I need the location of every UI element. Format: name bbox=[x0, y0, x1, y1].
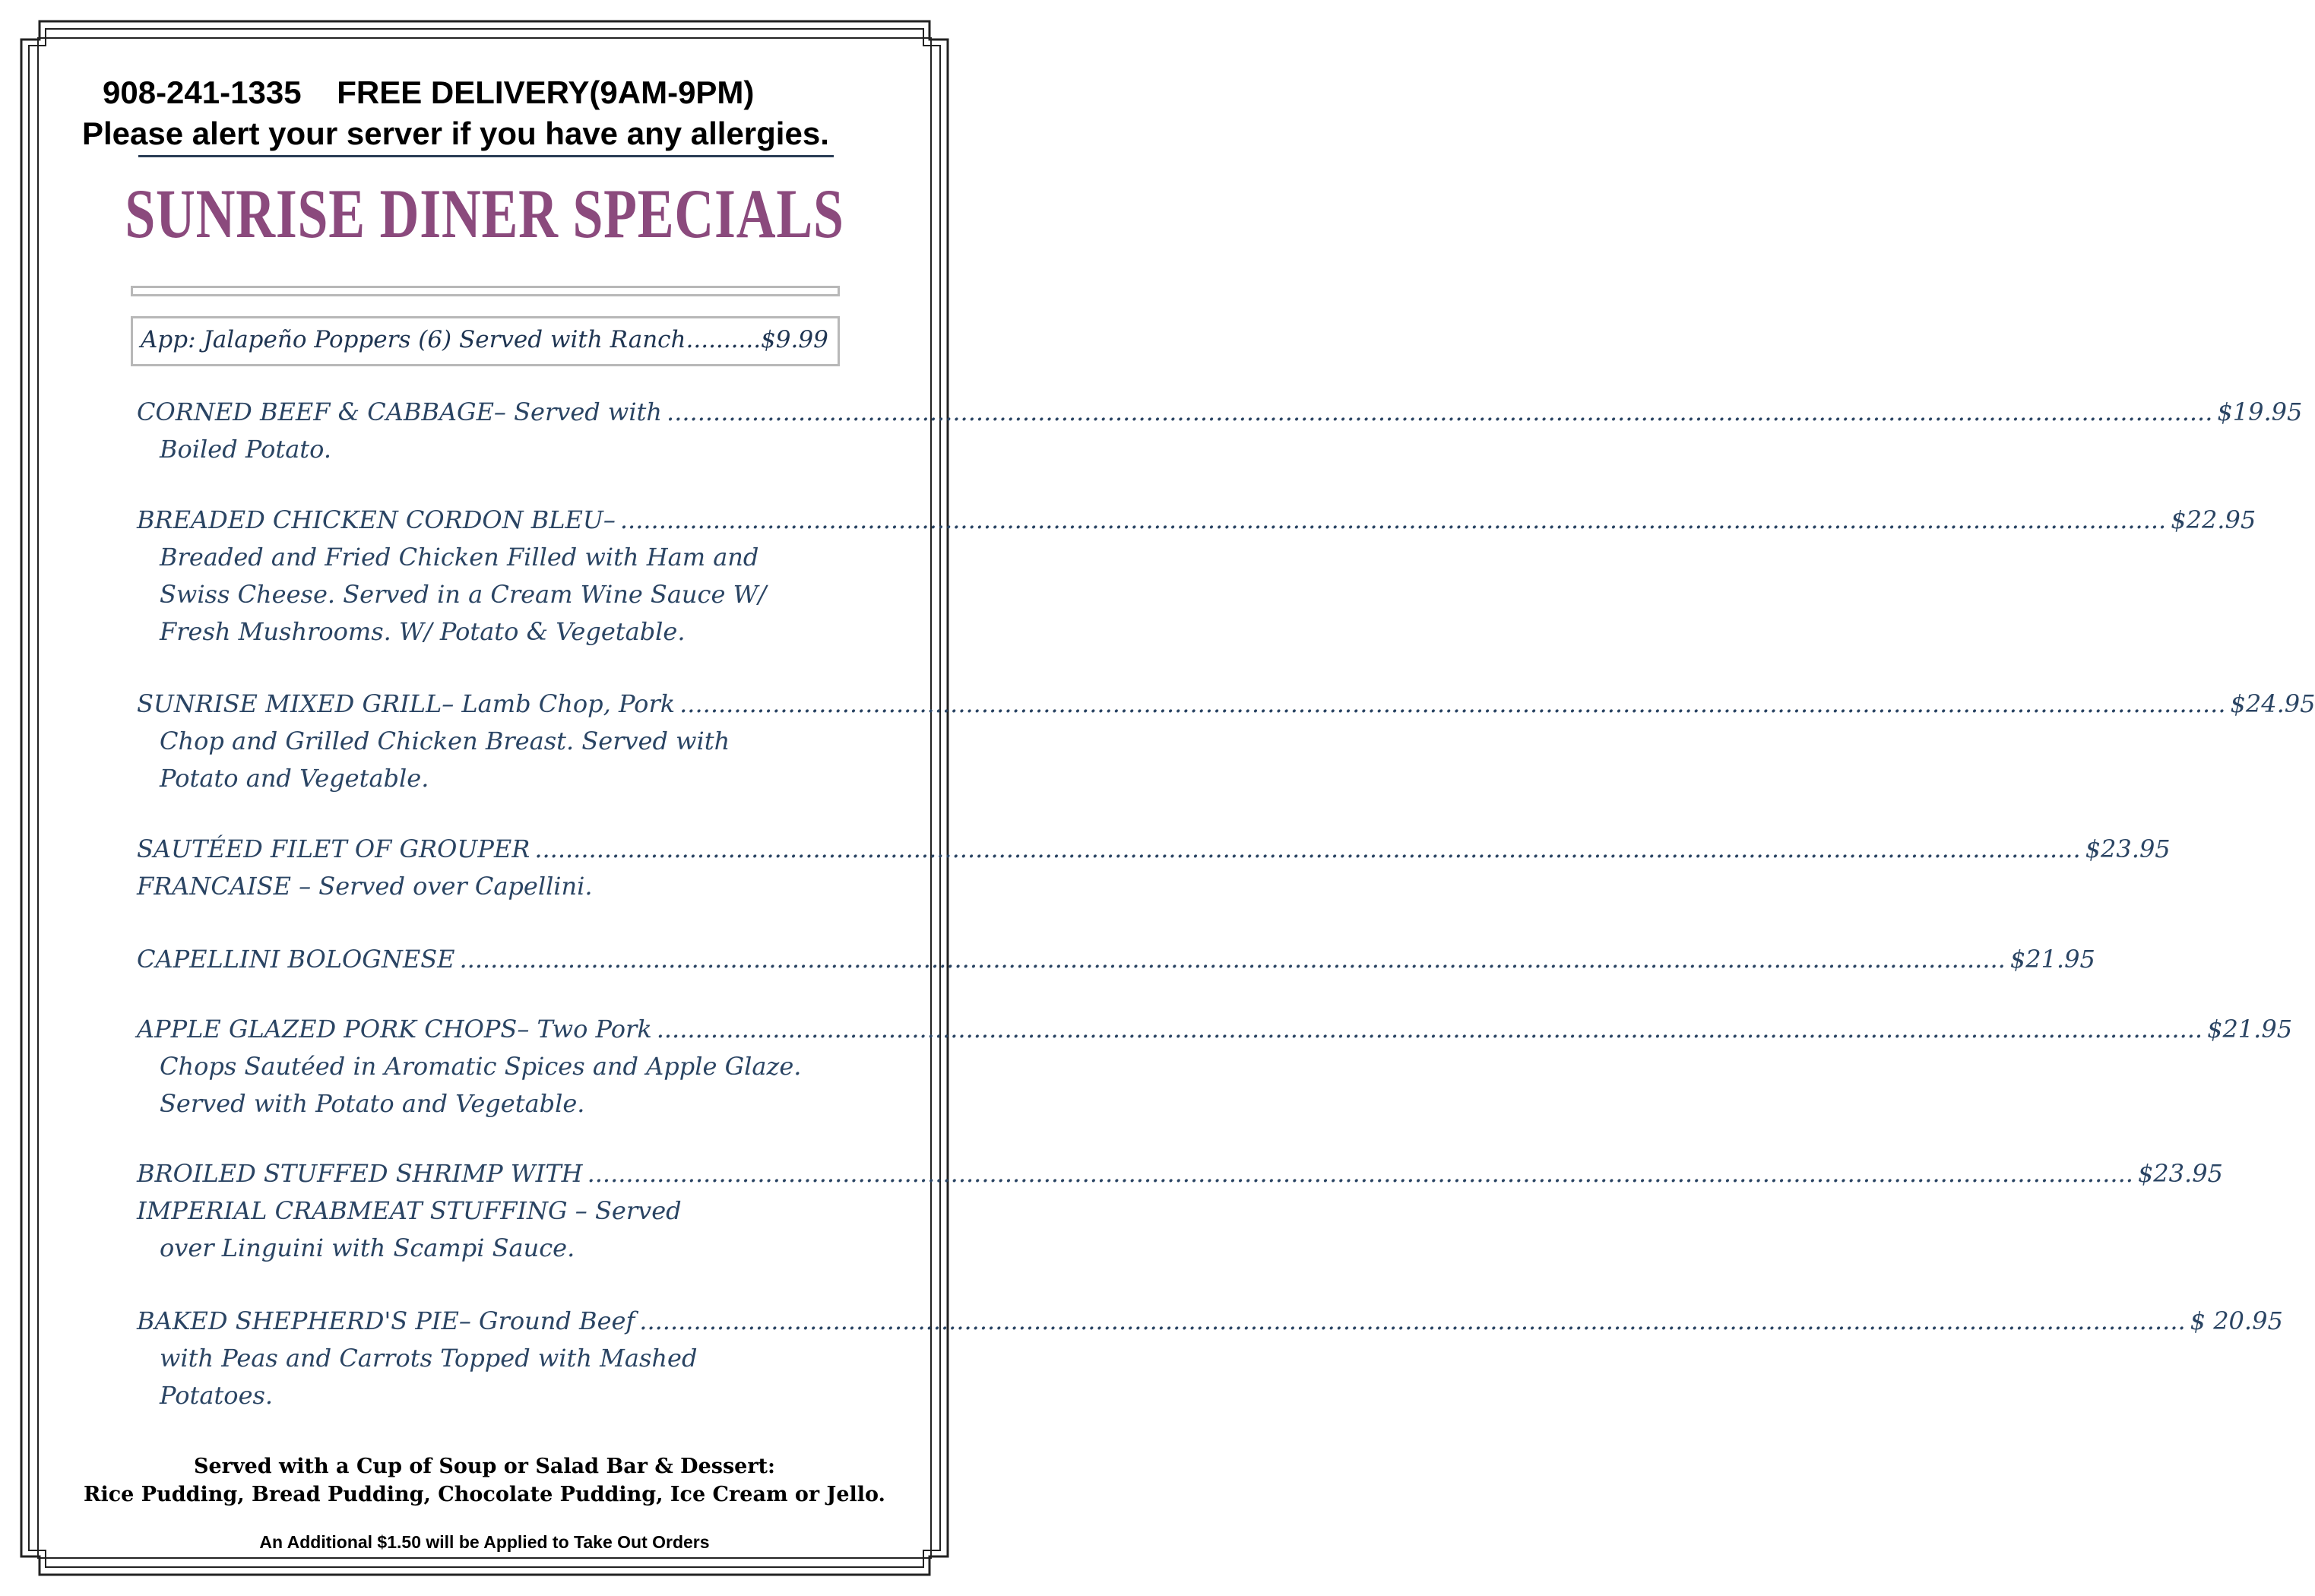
menu-item-description: Chop and Grilled Chicken Breast. Served with bbox=[160, 727, 730, 755]
dot-leader: ........................................................................................................................................................................................................ bbox=[587, 1159, 2133, 1188]
dot-leader: ........................................................................................................................................................................................................ bbox=[534, 834, 2081, 863]
menu-item-price: $24.95 bbox=[2230, 689, 2315, 718]
footer-takeout-note: An Additional $1.50 will be Applied to Take Out Orders bbox=[259, 1532, 710, 1552]
menu-item-header bbox=[137, 394, 2303, 431]
separator-bar bbox=[131, 286, 840, 296]
page-title: SUNRISE DINER SPECIALS bbox=[125, 175, 844, 252]
menu-item bbox=[137, 502, 2256, 651]
menu-item-header bbox=[137, 502, 2256, 539]
menu-item-name: BREADED CHICKEN CORDON BLEU bbox=[137, 505, 603, 534]
phone-delivery-line bbox=[103, 74, 754, 111]
menu-item-price: $ 20.95 bbox=[2190, 1306, 2283, 1335]
dot-leader: ........................................................................................................................................................................................................ bbox=[667, 397, 2213, 426]
menu-item-price: $23.95 bbox=[2085, 834, 2171, 863]
menu-item-price: $21.95 bbox=[2009, 945, 2095, 974]
menu-item bbox=[137, 831, 2171, 905]
menu-item bbox=[137, 1155, 2223, 1267]
dot-leader: ........................................................................................................................................................................................................ bbox=[639, 1306, 2186, 1335]
menu-item-price: $22.95 bbox=[2171, 505, 2256, 534]
menu-item-price: $21.95 bbox=[2207, 1015, 2293, 1043]
menu-item-description: Served with Potato and Vegetable. bbox=[160, 1089, 585, 1118]
menu-item-header bbox=[137, 1011, 2293, 1048]
menu-item-description: with Peas and Carrots Topped with Mashed bbox=[160, 1344, 698, 1373]
dot-leader: ........................................................................................................................................................................................................ bbox=[656, 1015, 2203, 1043]
menu-item-name: SAUTÉED FILET OF GROUPER bbox=[137, 834, 530, 863]
allergy-notice: Please alert your server if you have any allergies. bbox=[82, 116, 829, 151]
dot-leader: ........................................................................................................................................................................................................ bbox=[619, 505, 2167, 534]
footer-desserts: Rice Pudding, Bread Pudding, Chocolate Pudding, Ice Cream or Jello. bbox=[84, 1483, 885, 1506]
menu-item-description: Potatoes. bbox=[160, 1381, 274, 1410]
menu-item-name-continued: IMPERIAL CRABMEAT STUFFING – Served bbox=[137, 1196, 682, 1225]
appetizer-text: App: Jalapeño Poppers (6) Served with Ranch..........$9.99 bbox=[141, 326, 828, 353]
menu-item-description: Swiss Cheese. Served in a Cream Wine Sauce W/ bbox=[160, 580, 767, 609]
menu-item-header bbox=[137, 941, 2095, 978]
menu-item-description: Potato and Vegetable. bbox=[160, 764, 429, 793]
menu-item-name: SUNRISE MIXED GRILL bbox=[137, 689, 442, 718]
delivery-notice: FREE DELIVERY(9AM-9PM) bbox=[337, 74, 755, 110]
menu-item bbox=[137, 1011, 2293, 1123]
footer-served-with: Served with a Cup of Soup or Salad Bar & Dessert: bbox=[194, 1455, 775, 1478]
menu-item-description: Chops Sautéed in Aromatic Spices and Apple Glaze. bbox=[160, 1052, 802, 1081]
phone-number: 908-241-1335 bbox=[103, 74, 302, 110]
title-rule bbox=[138, 155, 834, 157]
menu-item-lead: – Lamb Chop, Pork bbox=[442, 689, 676, 718]
menu-item-name: APPLE GLAZED PORK CHOPS bbox=[137, 1015, 518, 1043]
appetizer-box bbox=[131, 316, 840, 366]
dot-leader: ........................................................................................................................................................................................................ bbox=[459, 945, 2006, 974]
menu-item-description: Breaded and Fried Chicken Filled with Ham and bbox=[160, 543, 759, 572]
menu-item-lead: – Served with bbox=[493, 397, 663, 426]
menu-item-name: CAPELLINI BOLOGNESE bbox=[137, 945, 455, 974]
menu-item-description: over Linguini with Scampi Sauce. bbox=[160, 1233, 575, 1262]
menu-item-price: $19.95 bbox=[2217, 397, 2303, 426]
menu-item bbox=[137, 941, 2095, 978]
menu-item-lead: – bbox=[603, 505, 616, 534]
menu-item-name: BAKED SHEPHERD'S PIE bbox=[137, 1306, 459, 1335]
menu-item-price: $23.95 bbox=[2137, 1159, 2223, 1188]
menu-item-lead: – Ground Beef bbox=[458, 1306, 635, 1335]
menu-item bbox=[137, 686, 2315, 797]
menu-item-header bbox=[137, 1155, 2223, 1192]
menu-item bbox=[137, 1303, 2283, 1414]
menu-item-header bbox=[137, 686, 2315, 723]
dot-leader: ........................................................................................................................................................................................................ bbox=[679, 689, 2226, 718]
menu-item-lead: – Two Pork bbox=[517, 1015, 652, 1043]
menu-item-name: CORNED BEEF & CABBAGE bbox=[137, 397, 494, 426]
menu-item-header bbox=[137, 831, 2171, 868]
menu-item-description: Boiled Potato. bbox=[160, 435, 332, 464]
menu-item-description: Fresh Mushrooms. W/ Potato & Vegetable. bbox=[160, 617, 686, 646]
menu-item-header bbox=[137, 1303, 2283, 1340]
menu-item-name-continued: FRANCAISE – Served over Capellini. bbox=[137, 872, 593, 901]
menu-item-name: BROILED STUFFED SHRIMP WITH bbox=[137, 1159, 583, 1188]
menu-item bbox=[137, 394, 2303, 468]
